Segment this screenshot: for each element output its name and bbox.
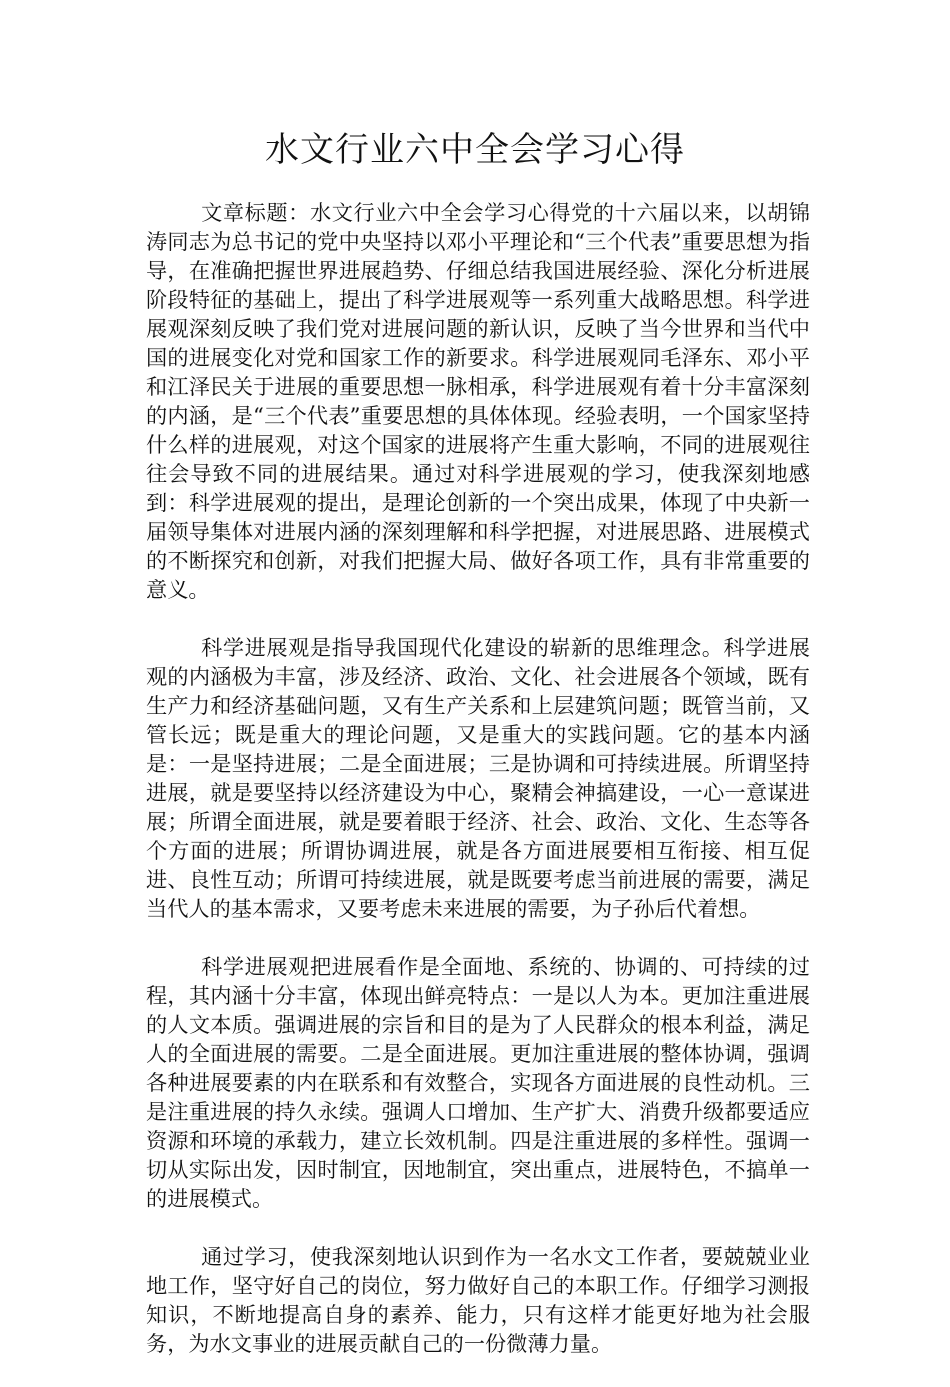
paragraph-1: 文章标题：水文行业六中全会学习心得党的十六届以来，以胡锦涛同志为总书记的党中央坚持以邓小平理论和“三个代表”重要思想为指导，在准确把握世界进展趋势、仔细总结我国进展经验、深化分析进展阶段特征的基础上，提出了科学进展观等一系列重大战略思想。科学进展观深刻反映了我们党对进展问题的新认识，反映了当今世界和当代中国的进展变化对党和国家工作的新要求。科学进展观同毛泽东、邓小平和江泽民关于进展的重要思想一脉相承，科学进展观有着十分丰富深刻的内涵，是“三个代表”重要思想的具体体现。经验表明，一个国家坚持什么样的进展观，对这个国家的进展将产生重大影响，不同的进展观往往会导致不同的进展结果。通过对科学进展观的学习，使我深刻地感到：科学进展观的提出，是理论创新的一个突出成果，体现了中央新一届领导集体对进展内涵的深刻理解和科学把握，对进展思路、进展模式的不断探究和创新，对我们把握大局、做好各项工作，具有非常重要的意义。 [146,200,810,602]
document-title: 水文行业六中全会学习心得 [265,130,685,170]
paragraph-3: 科学进展观把进展看作是全面地、系统的、协调的、可持续的过程，其内涵十分丰富，体现出鲜亮特点：一是以人为本。更加注重进展的人文本质。强调进展的宗旨和目的是为了人民群众的根本利益，满足人的全面进展的需要。二是全面进展。更加注重进展的整体协调，强调各种进展要素的内在联系和有效整合，实现各方面进展的良性动机。三是注重进展的持久永续。强调人口增加、生产扩大、消费升级都要适应资源和环境的承载力，建立长效机制。四是注重进展的多样性。强调一切从实际出发，因时制宜，因地制宜，突出重点，进展特色，不搞单一的进展模式。 [146,954,810,1211]
document-body [146,198,810,1387]
paragraph-2: 科学进展观是指导我国现代化建设的崭新的思维理念。科学进展观的内涵极为丰富，涉及经济、政治、文化、社会进展各个领域，既有生产力和经济基础问题，又有生产关系和上层建筑问题；既管当前，又管长远；既是重大的理论问题，又是重大的实践问题。它的基本内涵是：一是坚持进展；二是全面进展；三是协调和可持续进展。所谓坚持进展，就是要坚持以经济建设为中心，聚精会神搞建设，一心一意谋进展；所谓全面进展，就是要着眼于经济、社会、政治、文化、生态等各个方面的进展；所谓协调进展，就是各方面进展要相互衔接、相互促进、良性互动；所谓可持续进展，就是既要考虑当前进展的需要，满足当代人的基本需求，又要考虑未来进展的需要，为子孙后代着想。 [146,635,810,921]
paragraph-4: 通过学习，使我深刻地认识到作为一名水文工作者，要兢兢业业地工作，坚守好自己的岗位，努力做好自己的本职工作。仔细学习测报知识，不断地提高自身的素养、能力，只有这样才能更好地为社会服务，为水文事业的进展贡献自己的一份微薄力量。 [146,1244,810,1356]
